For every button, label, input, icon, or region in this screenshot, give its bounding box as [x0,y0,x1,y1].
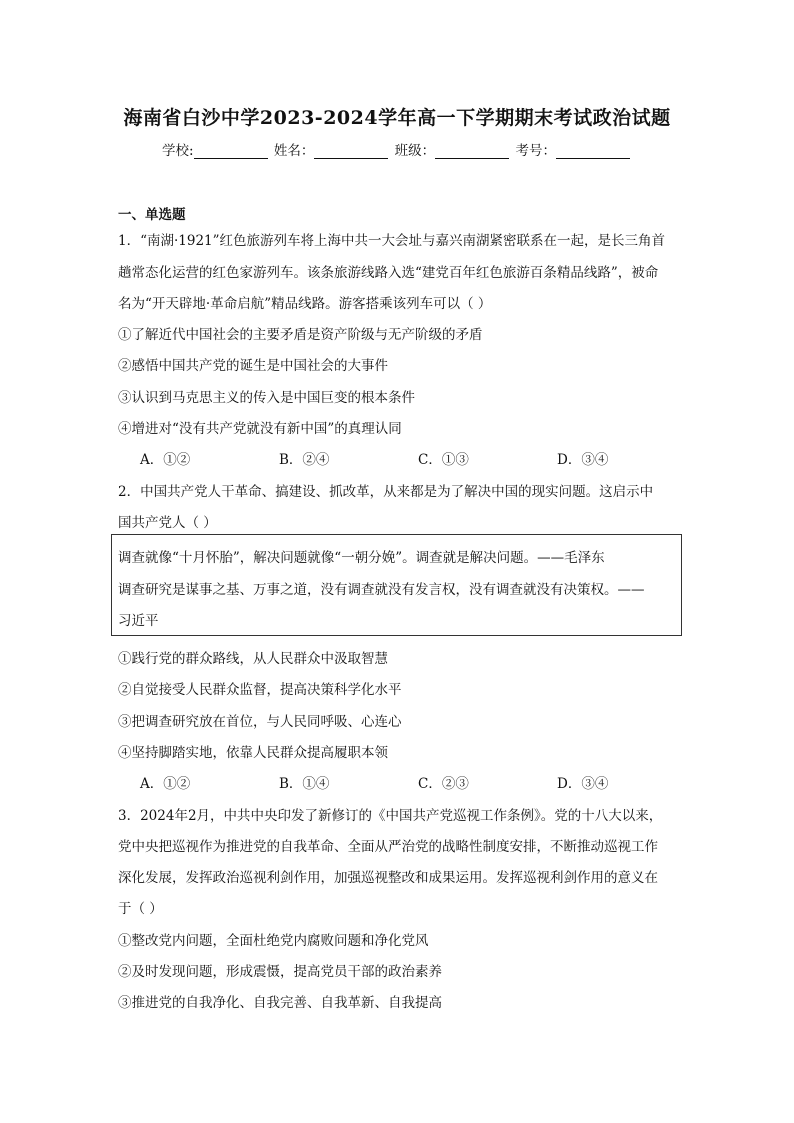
q1-option-b[interactable]: B．②④ [279,452,330,468]
q2-stem-line: 2．中国共产党人干革命、搞建设、抓改革，从来都是为了解决中国的现实问题。这启示中 [118,484,654,500]
quote-line: 调查就像“十月怀胎”，解决问题就像“一朝分娩”。调查就是解决问题。——毛泽东 [118,550,605,566]
q1-statement: ①了解近代中国社会的主要矛盾是资产阶级与无产阶级的矛盾 [118,327,483,343]
exam-no-label: 考号： [515,143,556,159]
quote-line: 调查研究是谋事之基、万事之道，没有调查就没有发言权，没有调查就没有决策权。—— [118,582,645,598]
q1-option-a[interactable]: A．①② [140,452,191,468]
q1-statement: ③认识到马克思主义的传入是中国巨变的根本条件 [118,390,415,406]
exam-no-blank [556,144,630,159]
q1-stem-line: 名为“开天辟地·革命启航”精品线路。游客搭乘该列车可以（ ） [118,296,492,312]
student-info-row [0,139,794,159]
q2-option-a[interactable]: A．①② [140,776,191,792]
q3-statement: ①整改党内问题，全面杜绝党内腐败问题和净化党风 [118,933,429,949]
school-label: 学校: [162,143,194,159]
q2-statement: ③把调查研究放在首位，与人民同呼吸、心连心 [118,714,402,730]
q1-stem-line: 1．“南湖·1921”红色旅游列车将上海中共一大会址与嘉兴南湖紧密联系在一起，是长三角首 [118,233,666,249]
q3-statement: ②及时发现问题，形成震慑，提高党员干部的政治素养 [118,964,442,980]
q1-statement: ②感悟中国共产党的诞生是中国社会的大事件 [118,358,388,374]
q2-option-b[interactable]: B．①④ [279,776,330,792]
q2-option-c[interactable]: C．②③ [418,776,469,792]
section-heading: 一、单选题 [118,207,186,223]
q3-statement: ③推进党的自我净化、自我完善、自我革新、自我提高 [118,995,442,1011]
q1-option-c[interactable]: C．①③ [418,452,469,468]
q3-stem-line: 3．2024年2月，中共中央印发了新修订的《中国共产党巡视工作条例》。党的十八大以来， [118,808,663,824]
q3-stem-line: 党中央把巡视作为推进党的自我革命、全面从严治党的战略性制度安排，不断推动巡视工作 [118,839,658,855]
class-blank [435,144,509,159]
q2-stem-line: 国共产党人（ ） [118,515,217,531]
page-title: 海南省白沙中学2023-2024学年高一下学期期末考试政治试题 [123,107,671,129]
q1-option-d[interactable]: D．③④ [557,452,609,468]
q2-options [140,772,696,792]
q2-option-d[interactable]: D．③④ [557,776,609,792]
q3-stem-line: 深化发展，发挥政治巡视利剑作用，加强巡视整改和成果运用。发挥巡视利剑作用的意义在 [118,870,658,886]
q2-statement: ①践行党的群众路线，从人民群众中汲取智慧 [118,651,388,667]
q2-statement: ④坚持脚踏实地，依靠人民群众提高履职本领 [118,745,388,761]
quote-line: 习近平 [118,613,159,629]
q1-options [140,448,696,468]
q3-stem-line: 于（ ） [118,901,163,917]
q1-stem-line: 趟常态化运营的红色家游列车。该条旅游线路入选“建党百年红色旅游百条精品线路”，被命 [118,265,659,281]
class-label: 班级： [394,143,436,159]
name-label: 姓名： [273,143,315,159]
name-blank [314,144,388,159]
school-blank [194,144,268,159]
q1-statement: ④增进对“没有共产党就没有新中国”的真理认同 [118,421,402,437]
q2-statement: ②自觉接受人民群众监督，提高决策科学化水平 [118,682,402,698]
